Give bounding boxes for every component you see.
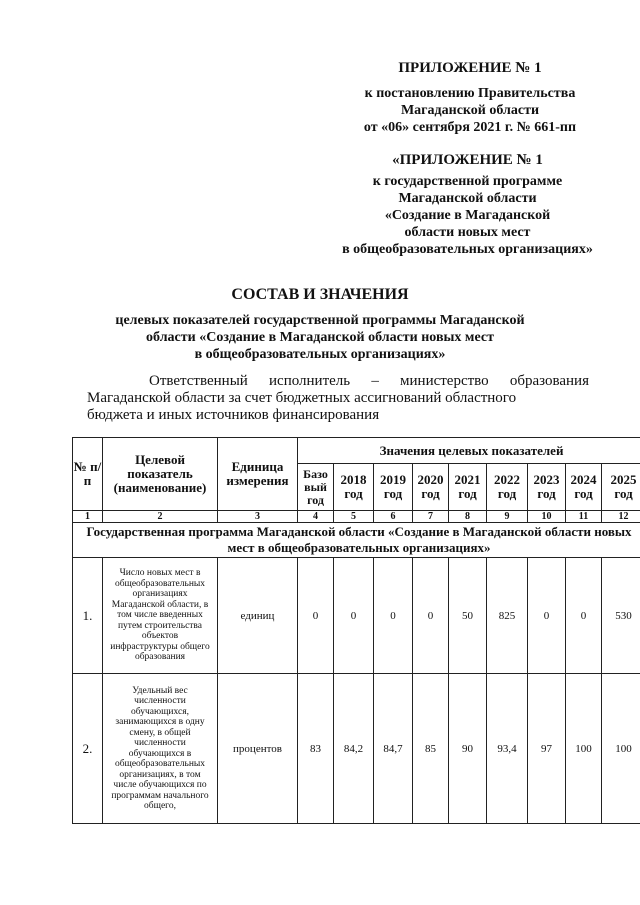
appendix-line: Магаданской области [400,103,540,118]
appendix2-line: Магаданской области [398,191,537,206]
value-cell: 530 [602,558,640,674]
unit-cell: единиц [218,558,298,674]
indicator-name: Число новых мест в общеобразовательных организациях Магаданской области, в том числе введенных путем строительства объектов инфраструктуры общего образования [103,558,218,674]
indicator-name: Удельный вес численности обучающихся, занимающихся в одну смену, в общей численности обучающихся в общеобразовательных организациях, в том числе обучающихся по программам начального общего, [103,674,218,824]
header-year: 2024 год [566,464,602,511]
intro-line: бюджета и иных источников финансирования [87,407,380,423]
column-number: 11 [566,511,602,523]
intro-word: Ответственный [149,373,248,389]
value-cell: 825 [487,558,528,674]
unit-cell: процентов [218,674,298,824]
section-title: Государственная программа Магаданской области «Создание в Магаданской области новых мест в общеобразовательных организациях» [73,523,640,558]
header-year: 2023 год [528,464,566,511]
header-year: 2020 год [413,464,449,511]
column-number: 7 [413,511,449,523]
intro-word: образования [509,373,589,389]
page-title: СОСТАВ И ЗНАЧЕНИЯ [231,286,409,303]
header-values-group: Значения целевых показателей [298,438,640,464]
appendix2-line: «Создание в Магаданской [384,208,551,223]
column-number: 3 [218,511,298,523]
appendix2-line: области новых мест [404,225,531,240]
value-cell: 100 [566,674,602,824]
column-number: 1 [73,511,103,523]
table-row [73,558,640,674]
appendix-line: от «06» сентября 2021 г. № 661-пп [363,120,577,135]
appendix2-title: «ПРИЛОЖЕНИЕ № 1 [392,152,543,168]
column-number: 2 [103,511,218,523]
header-year: 2021 год [449,464,487,511]
intro-word: исполнитель [269,373,351,389]
value-cell: 0 [413,558,449,674]
value-cell: 90 [449,674,487,824]
header-year: 2022 год [487,464,528,511]
column-number: 8 [449,511,487,523]
column-number: 5 [334,511,374,523]
value-cell: 83 [298,674,334,824]
indicators-table [72,437,640,824]
heading-block [0,286,640,363]
row-number: 2. [73,674,103,824]
value-cell: 50 [449,558,487,674]
appendix2-block [325,152,610,258]
appendix-title: ПРИЛОЖЕНИЕ № 1 [398,60,542,76]
header-unit: Единица измерения [218,438,298,511]
appendix2-line: в общеобразовательных организациях» [342,242,593,257]
value-cell: 0 [334,558,374,674]
column-number: 6 [374,511,413,523]
appendix-block [330,60,610,136]
column-number: 10 [528,511,566,523]
appendix-line: к постановлению Правительства [364,86,576,101]
value-cell: 100 [602,674,640,824]
value-cell: 0 [374,558,413,674]
header-indicator: Целевой показатель (наименование) [103,438,218,511]
header-num: № п/п [73,438,103,511]
table-row [73,674,640,824]
column-number: 9 [487,511,528,523]
row-number: 1. [73,558,103,674]
intro-word: – [371,373,379,389]
heading-line: области «Создание в Магаданской области новых мест [146,330,494,345]
value-cell: 0 [298,558,334,674]
value-cell: 97 [528,674,566,824]
value-cell: 84,7 [374,674,413,824]
heading-line: в общеобразовательных организациях» [194,347,446,362]
value-cell: 84,2 [334,674,374,824]
header-year: 2019 год [374,464,413,511]
intro-paragraph [87,373,589,424]
value-cell: 0 [566,558,602,674]
value-cell: 0 [528,558,566,674]
heading-line: целевых показателей государственной программы Магаданской [115,313,525,328]
intro-line: Магаданской области за счет бюджетных ассигнований областного [87,390,517,406]
appendix2-line: к государственной программе [372,174,563,189]
header-year: 2018 год [334,464,374,511]
header-year: 2025 год [602,464,640,511]
column-number: 12 [602,511,640,523]
value-cell: 93,4 [487,674,528,824]
column-number: 4 [298,511,334,523]
header-base-year: Базо вый год [298,464,334,511]
intro-word: министерство [400,373,489,389]
value-cell: 85 [413,674,449,824]
